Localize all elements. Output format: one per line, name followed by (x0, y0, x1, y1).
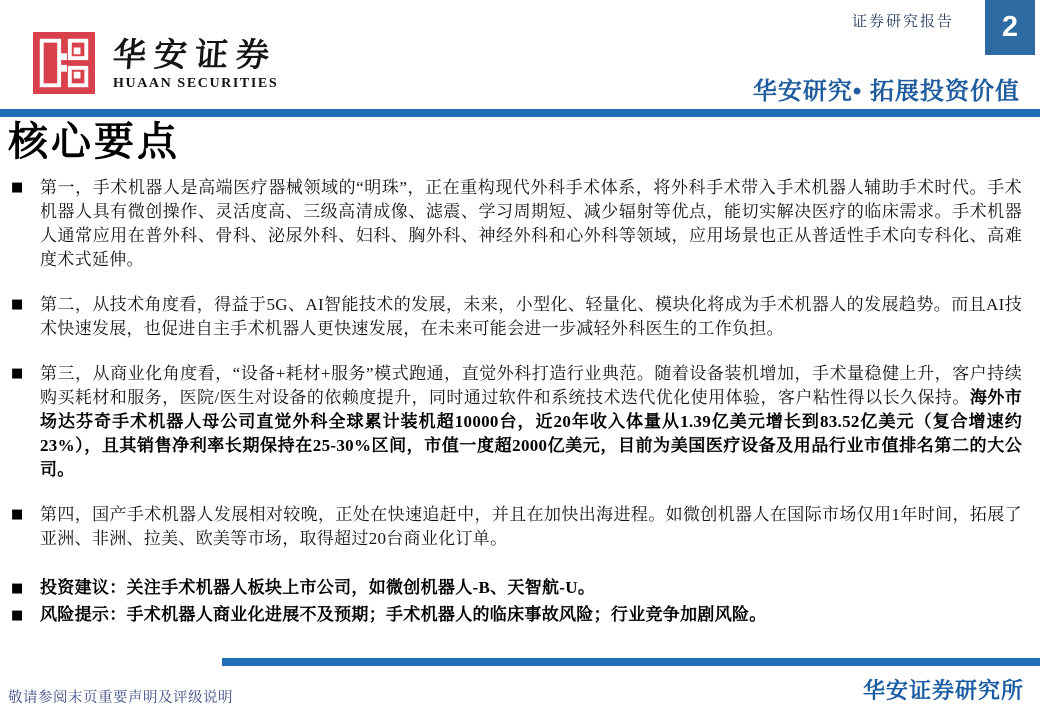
report-type-label: 证券研究报告 (851, 14, 954, 30)
point-3-text (40, 362, 1022, 482)
list-item (8, 577, 1022, 601)
report-header (0, 0, 1040, 110)
slide-body (0, 110, 1040, 628)
list-item (8, 503, 1022, 551)
square-bullet-icon: ■ (11, 180, 24, 195)
key-points-list (8, 176, 1022, 628)
list-item (8, 176, 1022, 272)
footer-divider (222, 658, 1040, 666)
square-bullet-icon: ■ (11, 507, 24, 522)
list-item (8, 362, 1022, 482)
list-item (8, 293, 1022, 341)
point-4-text: 第四，国产手术机器人发展相对较晚，正处在快速追赶中，并且在加快出海进程。如微创机器人在国际市场仅用1年时间，拓展了亚洲、非洲、拉美、欧美等市场，取得超过20台商业化订单。 (40, 505, 1022, 548)
risk-warning-text: 风险提示：手术机器人商业化进展不及预期；手术机器人的临床事故风险；行业竞争加剧风险。 (40, 605, 767, 624)
footer-institute: 华安证券研究所 (862, 678, 1024, 703)
square-bullet-icon: ■ (11, 581, 24, 596)
brand-slogan: 华安研究• 拓展投资价值 (752, 78, 1020, 105)
logo-name-en: HUAAN SECURITIES (113, 75, 279, 91)
page-number: 2 (1001, 11, 1019, 43)
square-bullet-icon: ■ (11, 366, 24, 381)
point-1-text: 第一，手术机器人是高端医疗器械领域的“明珠”，正在重构现代外科手术体系，将外科手术带入手术机器人辅助手术时代。手术机器人具有微创操作、灵活度高、三级高清成像、滤震、学习周期短、减少辐射等优点，能切实解决医疗的临床需求。手术机器人通常应用在普外科、骨科、泌尿外科、妇科、胸外科、神经外科和心外科等领域，应用场景也正从普适性手术向专科化、高难度术式延伸。 (40, 178, 1022, 269)
square-bullet-icon: ■ (11, 608, 24, 623)
list-item (8, 604, 1022, 628)
point-3-regular: 第三，从商业化角度看，“设备+耗材+服务”模式跑通，直觉外科打造行业典范。随着设备装机增加，手术量稳健上升，客户持续购买耗材和服务，医院/医生对设备的依赖度提升，同时通过软件和系统技术迭代优化使用体验，客户粘性得以长久保持。 (40, 364, 1022, 407)
page-title: 核心要点 (8, 118, 180, 165)
logo-text (113, 32, 278, 92)
investment-advice-text: 投资建议：关注手术机器人板块上市公司，如微创机器人-B、天智航-U。 (40, 578, 596, 597)
point-3-bold: 海外市场达芬奇手术机器人母公司直觉外科全球累计装机超10000台，近20年收入体量从1.39亿美元增长到83.52亿美元（复合增速约23%），且其销售净利率长期保持在25-30%区间，市值一度超2000亿美元，目前为美国医疗设备及用品行业市值排名第二的大公司。 (40, 388, 1023, 479)
point-2-text: 第二，从技术角度看，得益于5G、AI智能技术的发展，未来，小型化、轻量化、模块化将成为手术机器人的发展趋势。而且AI技术快速发展，也促进自主手术机器人更快速发展，在未来可能会进一步减轻外科医生的工作负担。 (40, 295, 1022, 338)
page-number-box (985, 0, 1035, 55)
huaan-seal-icon (33, 32, 95, 94)
square-bullet-icon: ■ (11, 297, 24, 312)
logo-name-cn: 华安证券 (111, 35, 279, 74)
company-logo (33, 32, 278, 94)
footer-disclaimer: 敬请参阅末页重要声明及评级说明 (8, 690, 233, 706)
